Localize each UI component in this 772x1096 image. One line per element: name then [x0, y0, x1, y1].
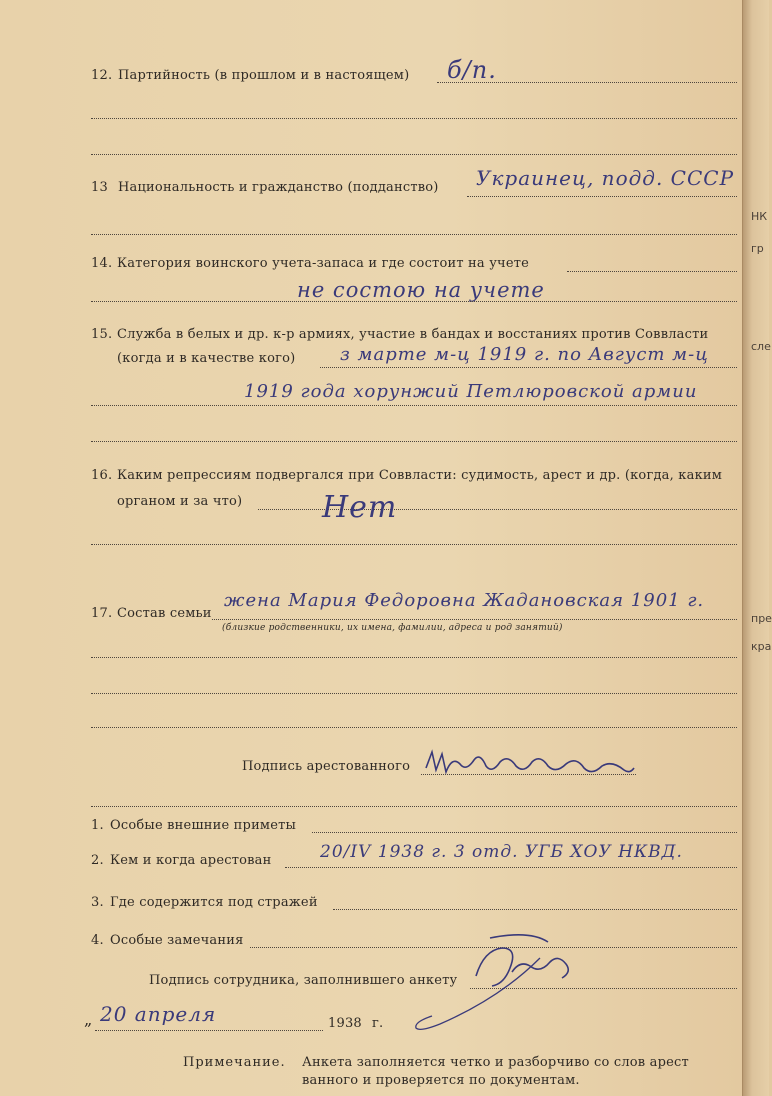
q14-answer: не состою на учете	[297, 278, 545, 302]
s2-item4-number: 4.	[91, 933, 104, 948]
q17-number: 17.	[91, 606, 113, 621]
q15-label: Служба в белых и др. к-р армиях, участие в бандах и восстаниях против Соввласти	[117, 327, 709, 342]
q17-blank-line-3	[91, 727, 737, 728]
q17-answer: жена Мария Федоровна Жадановская 1901 г.	[224, 590, 705, 611]
q17-blank-line-1	[91, 657, 737, 658]
date-suffix: г.	[372, 1016, 384, 1031]
q16-answer: Нет	[322, 490, 398, 525]
note-title: Примечание.	[183, 1055, 286, 1070]
s2-item3-label: Где содержится под стражей	[110, 895, 318, 910]
s2-item1-label: Особые внешние приметы	[110, 818, 297, 833]
q15-answer-1: з марте м-ц 1919 г. по Август м-ц	[340, 344, 709, 365]
arrested-signature	[420, 742, 640, 782]
s2-item3-line	[333, 909, 737, 910]
q14-label: Категория воинского учета-запаса и где состоит на учете	[117, 256, 530, 271]
s2-item2-line	[285, 867, 737, 868]
s2-item1-line	[312, 832, 737, 833]
q16-label-2: органом и за что)	[117, 494, 243, 509]
q15-number: 15.	[91, 327, 113, 342]
q13-blank-line	[91, 234, 737, 235]
s2-item2-number: 2.	[91, 853, 104, 868]
q13-number: 13	[91, 180, 108, 195]
officer-signature-label: Подпись сотрудника, заполнившего анкету	[149, 973, 458, 988]
q15-answer-2: 1919 года хорунжий Петлюровской армии	[244, 381, 698, 402]
q12-blank-line-2	[91, 154, 737, 155]
q13-answer-line	[467, 196, 737, 197]
q14-answer-line	[91, 301, 737, 302]
date-day-month: 20 апреля	[100, 1002, 217, 1026]
q15-answer-line-2	[91, 405, 737, 406]
q17-label: Состав семьи	[117, 606, 212, 621]
date-line	[95, 1030, 323, 1031]
s2-item2-label: Кем и когда арестован	[110, 853, 272, 868]
s2-item3-number: 3.	[91, 895, 104, 910]
q17-answer-line	[212, 619, 737, 620]
adjacent-page-edge: НК гр сле пре кра	[742, 0, 769, 1096]
q13-answer: Украинец, подд. СССР	[476, 166, 735, 190]
arrested-signature-label: Подпись арестованного	[242, 759, 411, 774]
q17-sublabel: (близкие родственники, их имена, фамилии, адреса и род занятий)	[222, 623, 563, 633]
q16-blank-line	[91, 544, 737, 545]
q13-label: Национальность и гражданство (подданство)	[118, 180, 439, 195]
q17-blank-line-2	[91, 693, 737, 694]
s2-item1-number: 1.	[91, 818, 104, 833]
q12-blank-line	[91, 118, 737, 119]
q15-answer-line-1	[320, 367, 737, 368]
q14-answer-line-top	[567, 271, 737, 272]
q16-label: Каким репрессиям подвергался при Соввласти: судимость, арест и др. (когда, каким	[117, 468, 723, 483]
q12-label: Партийность (в прошлом и в настоящем)	[118, 68, 410, 83]
q12-number: 12.	[91, 68, 113, 83]
s2-item2-answer: 20/IV 1938 г. 3 отд. УГБ ХОУ НКВД.	[320, 842, 683, 862]
date-quote: „	[84, 1010, 93, 1029]
note-line-2: ванного и проверяется по документам.	[302, 1073, 580, 1088]
q15-blank-line	[91, 441, 737, 442]
q16-number: 16.	[91, 468, 113, 483]
q12-answer: б/п.	[447, 56, 497, 84]
date-year: 1938	[328, 1016, 362, 1031]
note-line-1: Анкета заполняется четко и разборчиво со слов арест	[302, 1055, 689, 1070]
section-divider	[91, 806, 737, 807]
q14-number: 14.	[91, 256, 113, 271]
s2-item4-label: Особые замечания	[110, 933, 244, 948]
q15-label-2: (когда и в качестве кого)	[117, 351, 296, 366]
officer-signature	[380, 928, 580, 1038]
